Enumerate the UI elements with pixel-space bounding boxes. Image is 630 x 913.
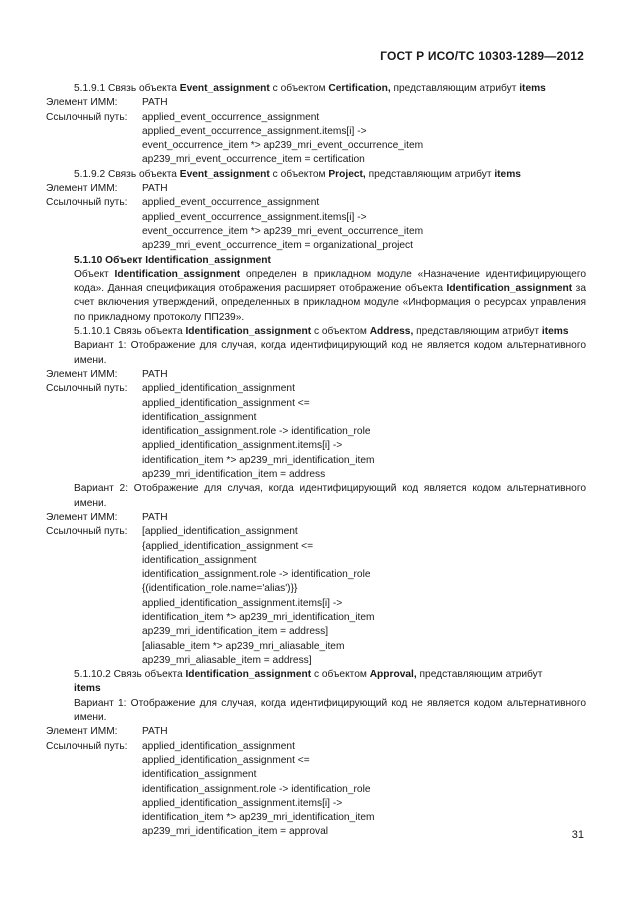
path-cont: identification_assignment.role -> identification_role	[142, 426, 371, 438]
variant-1-text: Вариант 1: Отображение для случая, когда идентифицирующий код не является кодом альтернативного имени.	[74, 697, 586, 724]
path-cont: applied_identification_assignment <=	[142, 397, 310, 409]
path-cont: applied_event_occurrence_assignment.items[i] ->	[142, 211, 367, 223]
element-line: Элемент ИММ: PATH	[46, 726, 168, 738]
clause-5-1-9-2-title: 5.1.9.2 Связь объекта Event_assignment с объектом Project, представляющим атрибут items	[74, 168, 521, 180]
path-line: Ссылочный путь: [applied_identification_assignment	[46, 526, 298, 538]
clause-5-1-10-2-title: 5.1.10.2 Связь объекта Identification_assignment с объектом Approval, представляющим атрибут items	[74, 669, 543, 695]
path-cont: applied_identification_assignment.items[i] ->	[142, 597, 343, 609]
path-line: Ссылочный путь: applied_event_occurrence_assignment	[46, 197, 320, 209]
path-cont: ap239_mri_identification_item = address	[142, 469, 326, 481]
path-line: Ссылочный путь: applied_identification_assignment	[46, 383, 295, 395]
element-line: Элемент ИММ: PATH	[46, 368, 168, 380]
path-cont: identification_assignment	[142, 554, 257, 566]
path-cont: applied_event_occurrence_assignment.items[i] ->	[142, 125, 367, 137]
path-cont: applied_identification_assignment.items[i] ->	[142, 440, 343, 452]
path-cont: ap239_mri_identification_item = approval	[142, 826, 329, 838]
path-cont: identification_assignment.role -> identification_role	[142, 783, 371, 795]
variant-2-text: Вариант 2: Отображение для случая, когда идентифицирующий код является кодом альтернативного имени.	[74, 483, 586, 509]
path-cont: {(identification_role.name='alias')}}	[142, 583, 298, 595]
clause-5-1-10-1-title: 5.1.10.1 Связь объекта Identification_assignment с объектом Address, представляющим атрибут items	[74, 326, 569, 338]
clause-5-1-9-1-title: 5.1.9.1 Связь объекта Event_assignment с объектом Certification, представляющим атрибут items	[74, 83, 546, 94]
path-cont: event_occurrence_item *> ap239_mri_event_occurrence_item	[142, 225, 424, 237]
path-line: Ссылочный путь: applied_identification_assignment	[46, 740, 295, 752]
clause-5-1-10-paragraph: Объект Identification_assignment определен в прикладном модуле «Назначение идентифицирующего кода». Данная спецификация отображения расширяет отображение объекта Identification_assignment за счет включения утверждений, определенных в прикладном модуле «Информация о ресурсах управления по прикладному протоколу ПП239».	[74, 268, 586, 323]
path-cont: ap239_mri_aliasable_item = address]	[142, 654, 312, 666]
path-line: Ссылочный путь: applied_event_occurrence_assignment	[46, 111, 320, 123]
element-line: Элемент ИММ: PATH	[46, 183, 168, 195]
path-cont: identification_assignment	[142, 769, 257, 781]
path-cont: identification_assignment	[142, 411, 257, 423]
element-line: Элемент ИММ: PATH	[46, 97, 168, 109]
clause-5-1-10-heading: 5.1.10 Объект Identification_assignment	[74, 254, 271, 266]
path-cont: event_occurrence_item *> ap239_mri_event_occurrence_item	[142, 140, 424, 152]
element-line: Элемент ИММ: PATH	[46, 511, 168, 523]
path-cont: applied_identification_assignment <=	[142, 754, 310, 766]
path-cont: identification_assignment.role -> identification_role	[142, 569, 371, 581]
path-cont: identification_item *> ap239_mri_identification_item	[142, 454, 375, 466]
path-cont: {applied_identification_assignment <=	[142, 540, 314, 552]
path-cont: ap239_mri_event_occurrence_item = certification	[142, 154, 365, 166]
page-number: 31	[571, 829, 584, 841]
standard-header: ГОСТ Р ИСО/ТС 10303-1289—2012	[380, 49, 584, 63]
path-cont: identification_item *> ap239_mri_identification_item	[142, 611, 375, 623]
path-cont: ap239_mri_event_occurrence_item = organizational_project	[142, 240, 413, 252]
variant-1-text: Вариант 1: Отображение для случая, когда идентифицирующий код не является кодом альтернативного имени.	[74, 340, 586, 366]
path-cont: [aliasable_item *> ap239_mri_aliasable_item	[142, 640, 345, 652]
document-body	[46, 82, 586, 840]
path-cont: ap239_mri_identification_item = address]	[142, 626, 329, 638]
path-cont: identification_item *> ap239_mri_identification_item	[142, 812, 375, 824]
path-cont: applied_identification_assignment.items[i] ->	[142, 797, 343, 809]
